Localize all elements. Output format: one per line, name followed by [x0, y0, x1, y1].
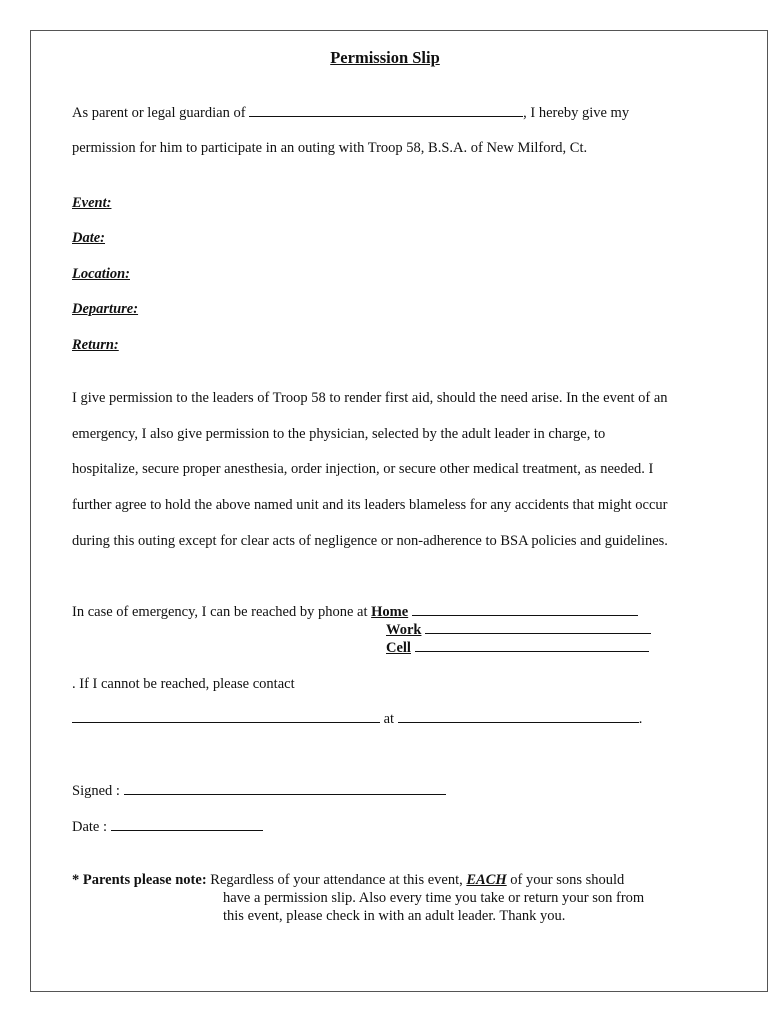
at-text: at: [380, 711, 398, 727]
signature-line: [72, 782, 446, 800]
location-label: Location:: [72, 266, 130, 282]
date-detail-label: Date:: [72, 230, 106, 246]
alternate-contact-text: . If I cannot be reached, please contact: [72, 676, 295, 692]
work-phone-line: [386, 621, 651, 639]
parents-note-line-3: this event, please check in with an adult leader. Thank you.: [223, 908, 566, 924]
parents-note-line-1: [72, 871, 624, 889]
home-phone-label: Home: [371, 604, 409, 620]
parents-note-line-2: have a permission slip. Also every time you take or return your son from: [223, 890, 645, 906]
parents-note-text: Regardless of your attendance at this event,: [206, 872, 467, 888]
intro-text-after: , I hereby give my: [523, 105, 630, 121]
each-emphasis: EACH: [466, 872, 507, 888]
cell-phone-label: Cell: [386, 640, 411, 656]
emergency-line: [72, 603, 638, 621]
alternate-contact-phone-blank[interactable]: [398, 710, 639, 723]
departure-label: Departure:: [72, 301, 139, 317]
consent-line: I give permission to the leaders of Troop 58 to render first aid, should the need arise. In the event of an: [72, 390, 668, 406]
event-label: Event:: [72, 195, 112, 211]
parents-note-prefix: * Parents please note:: [72, 872, 207, 888]
guardian-of-blank[interactable]: [249, 104, 523, 117]
cell-phone-line: [386, 639, 649, 657]
date-line: [72, 818, 263, 836]
intro-line-2: permission for him to participate in an outing with Troop 58, B.S.A. of New Milford, Ct.: [72, 140, 588, 156]
home-phone-blank[interactable]: [412, 603, 638, 616]
emergency-text: In case of emergency, I can be reached by phone at: [72, 604, 372, 620]
signed-label: Signed :: [72, 783, 124, 799]
intro-line-1: [72, 104, 629, 122]
date-blank[interactable]: [111, 818, 263, 831]
page-title: Permission Slip: [330, 48, 440, 67]
return-label: Return:: [72, 337, 119, 353]
alternate-contact-name-blank[interactable]: [72, 710, 380, 723]
consent-line: during this outing except for clear acts of negligence or non-adherence to BSA policies and guidelines.: [72, 533, 668, 549]
signature-blank[interactable]: [124, 782, 446, 795]
consent-line: hospitalize, secure proper anesthesia, order injection, or secure other medical treatment, as needed. I: [72, 461, 654, 477]
work-phone-blank[interactable]: [425, 621, 651, 634]
period-text: .: [638, 711, 643, 727]
date-label: Date :: [72, 819, 111, 835]
work-phone-label: Work: [386, 622, 422, 638]
alternate-contact-line: [72, 710, 642, 728]
cell-phone-blank[interactable]: [415, 639, 649, 652]
parents-note-text-end: of your sons should: [506, 872, 625, 888]
consent-line: emergency, I also give permission to the physician, selected by the adult leader in charge, to: [72, 426, 606, 442]
consent-line: further agree to hold the above named unit and its leaders blameless for any accidents that might occur: [72, 497, 668, 513]
intro-text-before: As parent or legal guardian of: [72, 105, 250, 121]
